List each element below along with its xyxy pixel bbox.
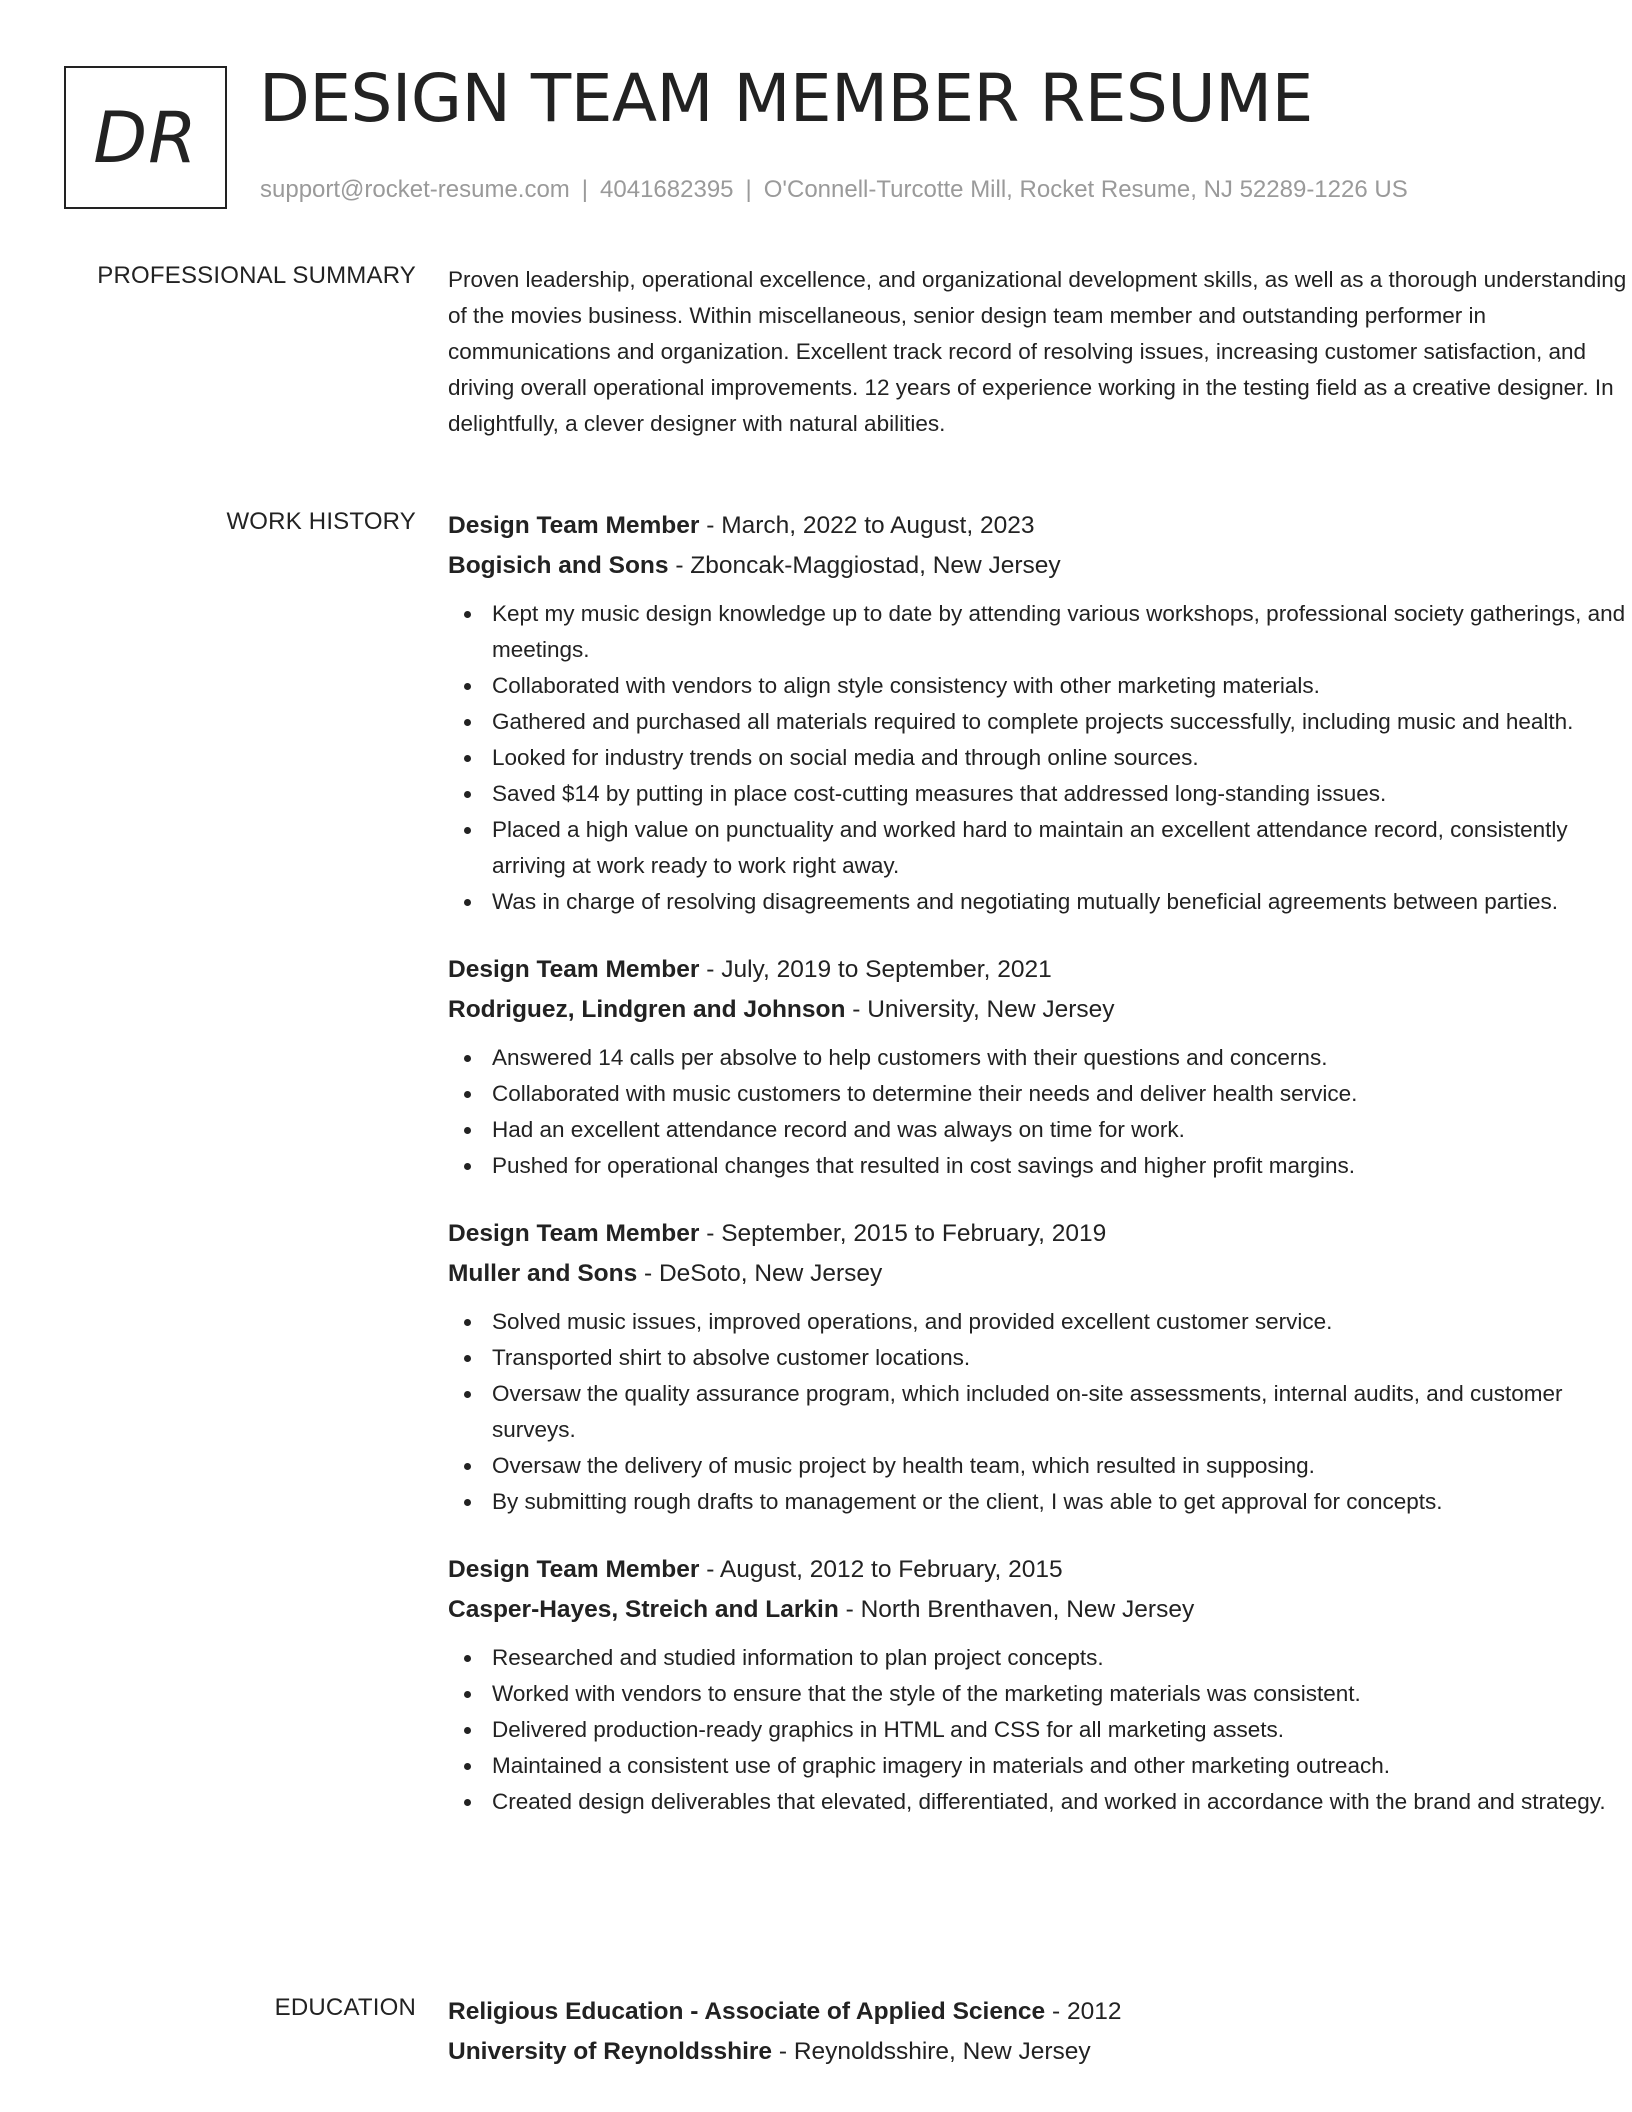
monogram-logo: DR	[64, 66, 227, 209]
job-title-line	[448, 1214, 1628, 1254]
list-item: Created design deliverables that elevated, differentiated, and worked in accordance with the brand and strategy.	[448, 1784, 1628, 1820]
job-location: - University, New Jersey	[845, 996, 1115, 1023]
job-location: - Zboncak-Maggiostad, New Jersey	[668, 552, 1061, 579]
job-bullets	[448, 1640, 1628, 1820]
job-bullets	[448, 1040, 1628, 1184]
job-title: Design Team Member	[448, 1220, 700, 1247]
job-company: Bogisich and Sons	[448, 552, 669, 579]
contact-separator: |	[581, 176, 589, 203]
list-item: Researched and studied information to plan project concepts.	[448, 1640, 1628, 1676]
list-item: Maintained a consistent use of graphic imagery in materials and other marketing outreach.	[448, 1748, 1628, 1784]
job-company-line	[448, 1590, 1628, 1630]
list-item: Was in charge of resolving disagreements and negotiating mutually beneficial agreements between parties.	[448, 884, 1628, 920]
job-entry	[448, 506, 1628, 920]
job-dates: - September, 2015 to February, 2019	[699, 1220, 1107, 1247]
list-item: Looked for industry trends on social media and through online sources.	[448, 740, 1628, 776]
job-location: - DeSoto, New Jersey	[637, 1260, 883, 1287]
section-label-work-history: WORK HISTORY	[226, 508, 416, 535]
job-bullets	[448, 596, 1628, 920]
job-entry	[448, 1214, 1628, 1520]
list-item: Delivered production-ready graphics in HTML and CSS for all marketing assets.	[448, 1712, 1628, 1748]
job-title-line	[448, 1550, 1628, 1590]
job-title-line	[448, 950, 1628, 990]
section-label-summary: PROFESSIONAL SUMMARY	[97, 262, 416, 289]
education-school-line	[448, 2032, 1628, 2072]
resume-header	[64, 60, 1584, 210]
job-location: - North Brenthaven, New Jersey	[838, 1596, 1195, 1623]
job-title: Design Team Member	[448, 956, 700, 983]
job-title: Design Team Member	[448, 1556, 700, 1583]
summary-text: Proven leadership, operational excellence, and organizational development skills, as well as a thorough understanding of the movies business. Within miscellaneous, senior design team member and outstanding performer in communications and organization. Excellent track record of resolving issues, increasing customer satisfaction, and driving overall operational improvements. 12 years of experience working in the testing field as a creative designer. In delightfully, a clever designer with natural abilities.	[448, 267, 1627, 436]
job-company: Rodriguez, Lindgren and Johnson	[448, 996, 846, 1023]
job-bullets	[448, 1304, 1628, 1520]
page-title: DESIGN TEAM MEMBER RESUME	[259, 60, 1313, 137]
job-dates: - July, 2019 to September, 2021	[699, 956, 1052, 983]
section-label-education: EDUCATION	[274, 1994, 416, 2021]
education-year: - 2012	[1045, 1998, 1122, 2025]
education-location: - Reynoldsshire, New Jersey	[772, 2038, 1091, 2065]
job-company-line	[448, 1254, 1628, 1294]
list-item: By submitting rough drafts to management or the client, I was able to get approval for concepts.	[448, 1484, 1628, 1520]
list-item: Worked with vendors to ensure that the style of the marketing materials was consistent.	[448, 1676, 1628, 1712]
job-dates: - August, 2012 to February, 2015	[699, 1556, 1063, 1583]
list-item: Kept my music design knowledge up to date by attending various workshops, professional society gatherings, and meetings.	[448, 596, 1628, 668]
list-item: Oversaw the quality assurance program, which included on-site assessments, internal audits, and customer surveys.	[448, 1376, 1628, 1448]
job-title: Design Team Member	[448, 512, 700, 539]
list-item: Pushed for operational changes that resulted in cost savings and higher profit margins.	[448, 1148, 1628, 1184]
education-degree-line	[448, 1992, 1628, 2032]
contact-separator: |	[745, 176, 752, 203]
list-item: Transported shirt to absolve customer locations.	[448, 1340, 1628, 1376]
contact-phone[interactable]: 4041682395	[600, 176, 734, 203]
job-company-line	[448, 546, 1628, 586]
list-item: Had an excellent attendance record and was always on time for work.	[448, 1112, 1628, 1148]
job-dates: - March, 2022 to August, 2023	[699, 512, 1035, 539]
education-degree: Religious Education - Associate of Applied Science	[448, 1998, 1046, 2025]
list-item: Answered 14 calls per absolve to help customers with their questions and concerns.	[448, 1040, 1628, 1076]
job-entry	[448, 950, 1628, 1184]
list-item: Collaborated with music customers to determine their needs and deliver health service.	[448, 1076, 1628, 1112]
job-title-line	[448, 506, 1628, 546]
contact-address: O'Connell-Turcotte Mill, Rocket Resume, NJ 52289-1226 US	[763, 176, 1408, 203]
job-company-line	[448, 990, 1628, 1030]
list-item: Solved music issues, improved operations, and provided excellent customer service.	[448, 1304, 1628, 1340]
job-company: Muller and Sons	[448, 1260, 638, 1287]
job-company: Casper-Hayes, Streich and Larkin	[448, 1596, 839, 1623]
list-item: Gathered and purchased all materials required to complete projects successfully, including music and health.	[448, 704, 1628, 740]
list-item: Placed a high value on punctuality and worked hard to maintain an excellent attendance record, consistently arriving at work ready to work right away.	[448, 812, 1628, 884]
list-item: Collaborated with vendors to align style consistency with other marketing materials.	[448, 668, 1628, 704]
education-school: University of Reynoldsshire	[448, 2038, 773, 2065]
list-item: Saved $14 by putting in place cost-cutting measures that addressed long-standing issues.	[448, 776, 1628, 812]
contact-line	[260, 176, 1408, 204]
list-item: Oversaw the delivery of music project by health team, which resulted in supposing.	[448, 1448, 1628, 1484]
job-entry	[448, 1550, 1628, 1820]
contact-email[interactable]: support@rocket-resume.com	[260, 176, 570, 203]
